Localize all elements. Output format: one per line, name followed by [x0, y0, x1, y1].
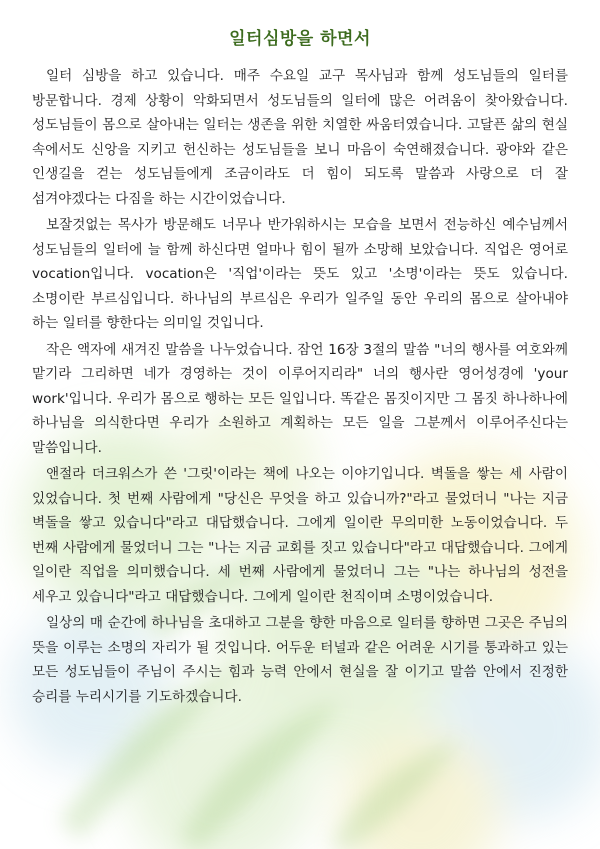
paragraph: 작은 액자에 새겨진 말씀을 나누었습니다. 잠언 16장 3절의 말씀 "너의 행사를 여호와께 맡기라 그리하면 네가 경영하는 것이 이루어지리라" 너의 행사란 영어성경에 'your work'입니다. 우리가 몸으로 행하는 모든 일입니다. 똑같은 몸짓이지만 그 몸짓 하나하나에 하나님을 의식한다면 우리가 소원하고 계획하는 모든 일을 그분께서 이루어주신다는 말씀입니다. — [32, 341, 568, 456]
document-title: 일터심방을 하면서 — [229, 29, 371, 49]
paragraph: 일상의 매 순간에 하나님을 초대하고 그분을 향한 마음으로 일터를 향하면 그곳은 주님의 뜻을 이루는 소명의 자리가 될 것입니다. 어두운 터널과 같은 어려운 시기를 통과하고 있는 모든 성도님들이 주님이 주시는 힘과 능력 안에서 현실을 잘 이기고 말씀 안에서 진정한 승리를 누리시기를 기도하겠습니다. — [32, 615, 568, 705]
paragraph: 일터 심방을 하고 있습니다. 매주 수요일 교구 목사님과 함께 성도님들의 일터를 방문합니다. 경제 상황이 악화되면서 성도님들의 일터에 많은 어려움이 찾아왔습니다. 성도님들이 몸으로 살아내는 일터는 생존을 위한 치열한 싸움터였습니다. 고달픈 삶의 현실 속에서도 신앙을 지키고 헌신하는 성도님들을 보니 마음이 숙연해졌습니다. 광야와 같은 인생길을 걷는 성도님들에게 조금이라도 더 힘이 되도록 말씀과 사랑으로 더 잘 섬겨야겠다는 다짐을 하는 시간이었습니다. — [32, 68, 568, 207]
document-body — [32, 64, 568, 709]
paragraph: 보잘것없는 목사가 방문해도 너무나 반가워하시는 모습을 보면서 전능하신 예수님께서 성도님들의 일터에 늘 함께 하신다면 얼마나 힘이 될까 소망해 보았습니다. 직업은 영어로 vocation입니다. vocation은 '직업'이라는 뜻도 있고 '소명'이라는 뜻도 있습니다. 소명이란 부르심입니다. 하나님의 부르심은 우리가 일주일 동안 우리의 몸으로 살아내야 하는 일터를 향한다는 의미일 것입니다. — [32, 217, 568, 331]
paragraph: 앤절라 더크워스가 쓴 '그릿'이라는 책에 나오는 이야기입니다. 벽돌을 쌓는 세 사람이 있었습니다. 첫 번째 사람에게 "당신은 무엇을 하고 있습니까?"라고 물었더니 "나는 지금 벽돌을 쌓고 있습니다"라고 대답했습니다. 그에게 일이란 무의미한 노동이었습니다. 두 번째 사람에게 물었더니 그는 "나는 지금 교회를 짓고 있습니다"라고 대답했습니다. 그에게 일이란 직업을 의미했습니다. 세 번째 사람에게 물었더니 그는 "나는 하나님의 성전을 세우고 있습니다"라고 대답했습니다. 그에게 일이란 천직이며 소명이었습니다. — [32, 466, 568, 605]
